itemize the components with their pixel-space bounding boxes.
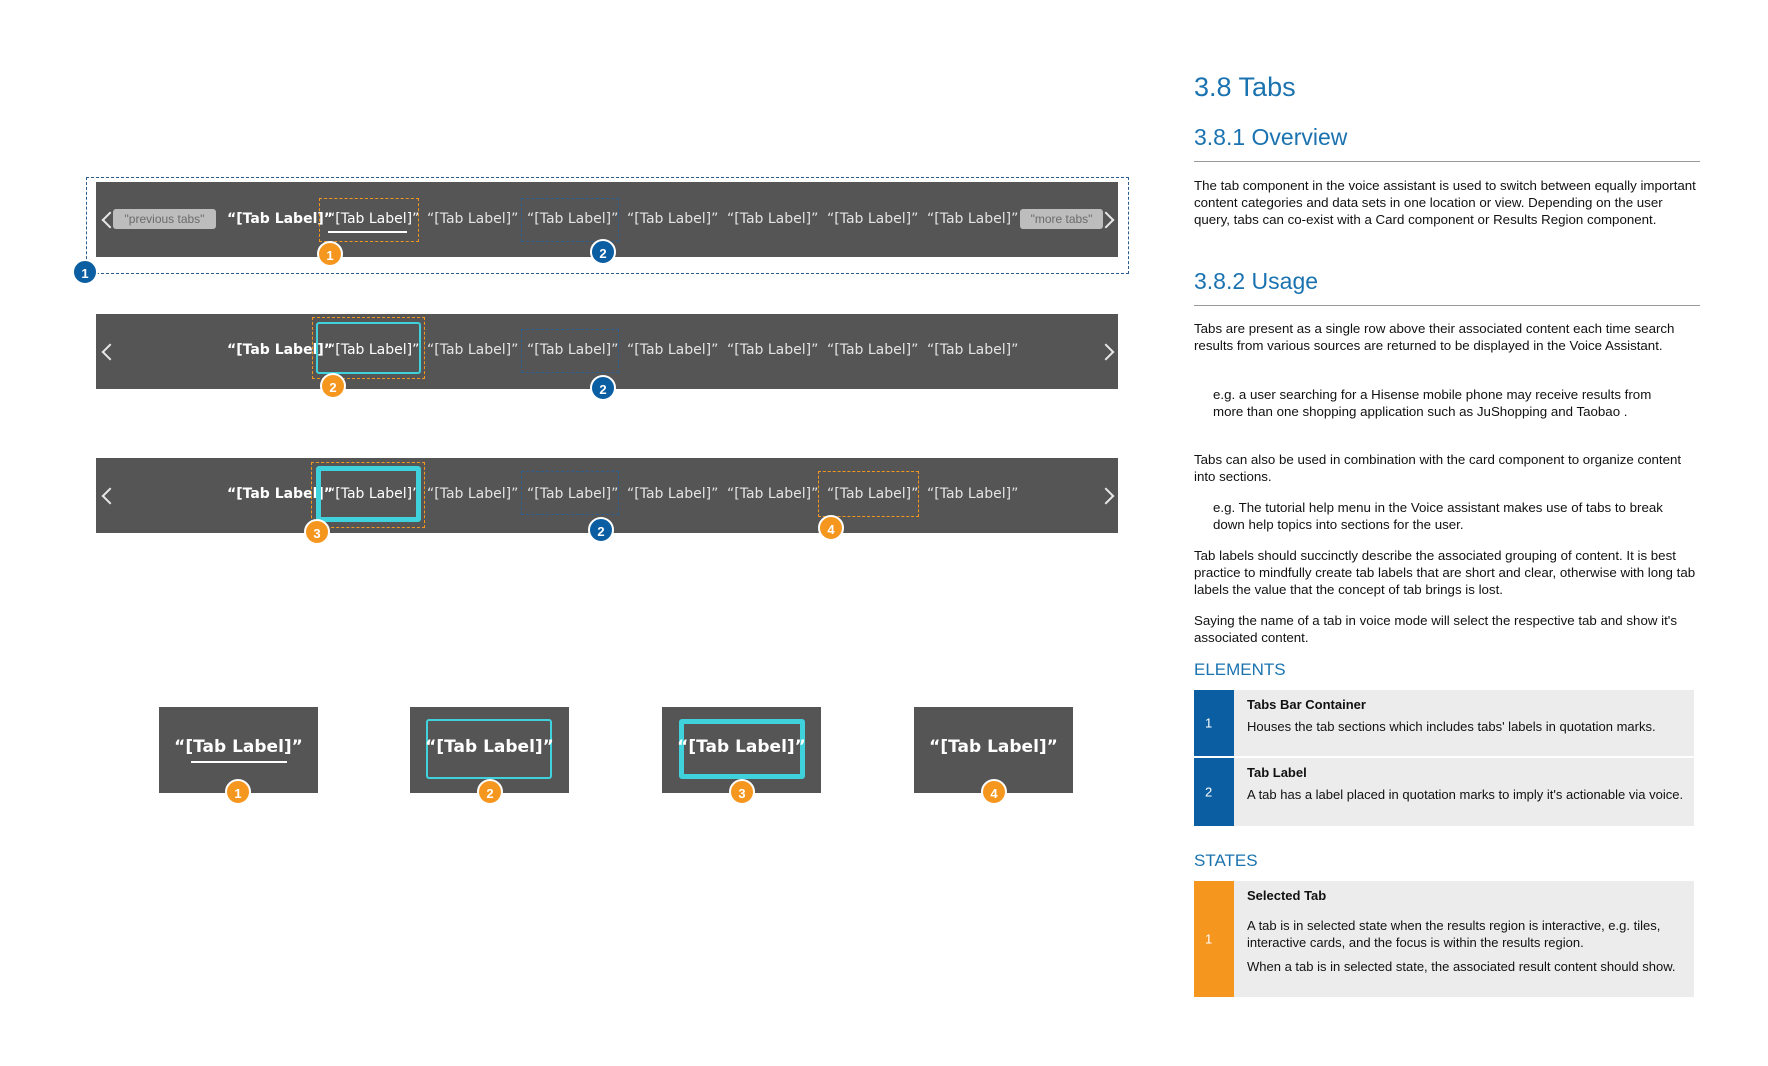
tab-label[interactable]: “[Tab Label]”: [927, 211, 1019, 227]
badge-state-1: 1: [225, 779, 251, 805]
element-number: 2: [1194, 758, 1234, 826]
chevron-right-icon[interactable]: [1098, 488, 1115, 505]
element-text: Houses the tab sections which includes tabs' labels in quotation marks.: [1247, 719, 1656, 734]
states-heading: STATES: [1194, 851, 1258, 870]
element-row: [1194, 690, 1694, 756]
tile-label: “[Tab Label]”: [425, 737, 554, 757]
previous-tabs-pill[interactable]: "previous tabs": [113, 209, 216, 229]
badge-state-2: 2: [477, 779, 503, 805]
focus-ring-thick: [316, 466, 421, 522]
usage-paragraph: Tabs are present as a single row above their associated content each time search results from various sources are returned to be displayed in the Voice Assistant.: [1194, 321, 1675, 353]
usage-example: e.g. a user searching for a Hisense mobile phone may receive results from more than one shopping application such as JuShopping and Taobao .: [1213, 387, 1652, 419]
element-title: Tab Label: [1247, 765, 1307, 780]
chevron-right-icon[interactable]: [1098, 344, 1115, 361]
badge-selected-tab: 1: [317, 241, 343, 267]
more-tabs-pill[interactable]: "more tabs": [1020, 209, 1103, 229]
usage-paragraph: Tab labels should succinctly describe the associated grouping of content. It is best practice to mindfully create tab labels that are short and clear, otherwise with long tab labels the value that the concept of tab brings is lost.: [1194, 548, 1696, 597]
tab-label-outline: [521, 198, 619, 242]
element-number: 1: [1194, 690, 1234, 756]
element-title: Tabs Bar Container: [1247, 697, 1366, 712]
chevron-left-icon[interactable]: [102, 488, 119, 505]
element-row: [1194, 758, 1694, 826]
tab-label[interactable]: “[Tab Label]”: [627, 211, 719, 227]
tab-label[interactable]: “[Tab Label]”: [927, 342, 1019, 358]
tab-label[interactable]: “[Tab Label]”: [227, 486, 333, 502]
tab-label-outline: [521, 471, 619, 515]
usage-heading: 3.8.2 Usage: [1194, 268, 1319, 294]
divider: [1194, 305, 1700, 306]
state-row: [1194, 881, 1694, 997]
unselected-tab-outline: [818, 471, 919, 517]
badge-active-tab: 3: [304, 519, 330, 545]
tile-label: “[Tab Label]”: [677, 737, 806, 757]
tab-label[interactable]: “[Tab Label]”: [427, 211, 519, 227]
state-text: When a tab is in selected state, the associated result content should show.: [1247, 959, 1676, 974]
element-text: A tab has a label placed in quotation marks to imply it's actionable via voice.: [1247, 787, 1684, 802]
tab-label[interactable]: “[Tab Label]”: [527, 211, 619, 227]
selected-tab-outline: [319, 198, 419, 242]
badge-focused-tab: 2: [320, 373, 346, 399]
tile-label: “[Tab Label]”: [174, 737, 303, 757]
badge-unselected-tab: 4: [818, 515, 844, 541]
state-text: A tab is in selected state when the results region is interactive, e.g. tiles, interactive cards, and the focus is within the results region.: [1247, 918, 1661, 950]
tab-label[interactable]: “[Tab Label]”: [727, 211, 819, 227]
badge-tab-label: 2: [590, 239, 616, 265]
tab-label[interactable]: “[Tab Label]”: [227, 342, 333, 358]
tab-label-selected[interactable]: “[Tab Label]”: [328, 211, 420, 227]
tile-label: “[Tab Label]”: [929, 737, 1058, 757]
usage-paragraph: Saying the name of a tab in voice mode will select the respective tab and show it's associated content.: [1194, 613, 1677, 645]
tab-label[interactable]: “[Tab Label]”: [627, 486, 719, 502]
state-number: 1: [1194, 881, 1234, 997]
tab-label-unselected[interactable]: “[Tab Label]”: [827, 486, 919, 502]
tab-label[interactable]: “[Tab Label]”: [927, 486, 1019, 502]
chevron-left-icon[interactable]: [102, 344, 119, 361]
tab-label[interactable]: “[Tab Label]”: [427, 486, 519, 502]
tab-label-outline: [521, 329, 619, 373]
tab-label[interactable]: “[Tab Label]”: [827, 342, 919, 358]
badge-tab-label: 2: [590, 375, 616, 401]
tab-label[interactable]: “[Tab Label]”: [527, 342, 619, 358]
focus-ring-thin: [316, 322, 421, 374]
badge-state-3: 3: [729, 779, 755, 805]
section-title: 3.8 Tabs: [1194, 72, 1296, 102]
divider: [1194, 161, 1700, 162]
selected-underline: [191, 761, 287, 763]
tab-label-active[interactable]: “[Tab Label]”: [328, 486, 420, 502]
elements-heading: ELEMENTS: [1194, 660, 1286, 679]
badge-state-4: 4: [981, 779, 1007, 805]
tab-label[interactable]: “[Tab Label]”: [727, 342, 819, 358]
state-title: Selected Tab: [1247, 888, 1327, 903]
usage-paragraph: Tabs can also be used in combination with the card component to organize content into sections.: [1194, 452, 1682, 484]
tab-label[interactable]: “[Tab Label]”: [827, 211, 919, 227]
tab-label[interactable]: “[Tab Label]”: [627, 342, 719, 358]
badge-tab-label: 2: [588, 517, 614, 543]
tab-label-focused[interactable]: “[Tab Label]”: [328, 342, 420, 358]
overview-text: The tab component in the voice assistant is used to switch between equally important content categories and data sets in one location or view. Depending on the user query, tabs can co-exist with a Card component or Results Region component.: [1194, 178, 1696, 227]
tab-label[interactable]: “[Tab Label]”: [427, 342, 519, 358]
tab-label[interactable]: “[Tab Label]”: [727, 486, 819, 502]
badge-tabs-bar-container: 1: [72, 259, 98, 285]
tab-label[interactable]: “[Tab Label]”: [227, 211, 333, 227]
overview-heading: 3.8.1 Overview: [1194, 124, 1348, 150]
tab-label[interactable]: “[Tab Label]”: [527, 486, 619, 502]
usage-example: e.g. The tutorial help menu in the Voice assistant makes use of tabs to break down help topics into sections for the user.: [1213, 500, 1663, 532]
